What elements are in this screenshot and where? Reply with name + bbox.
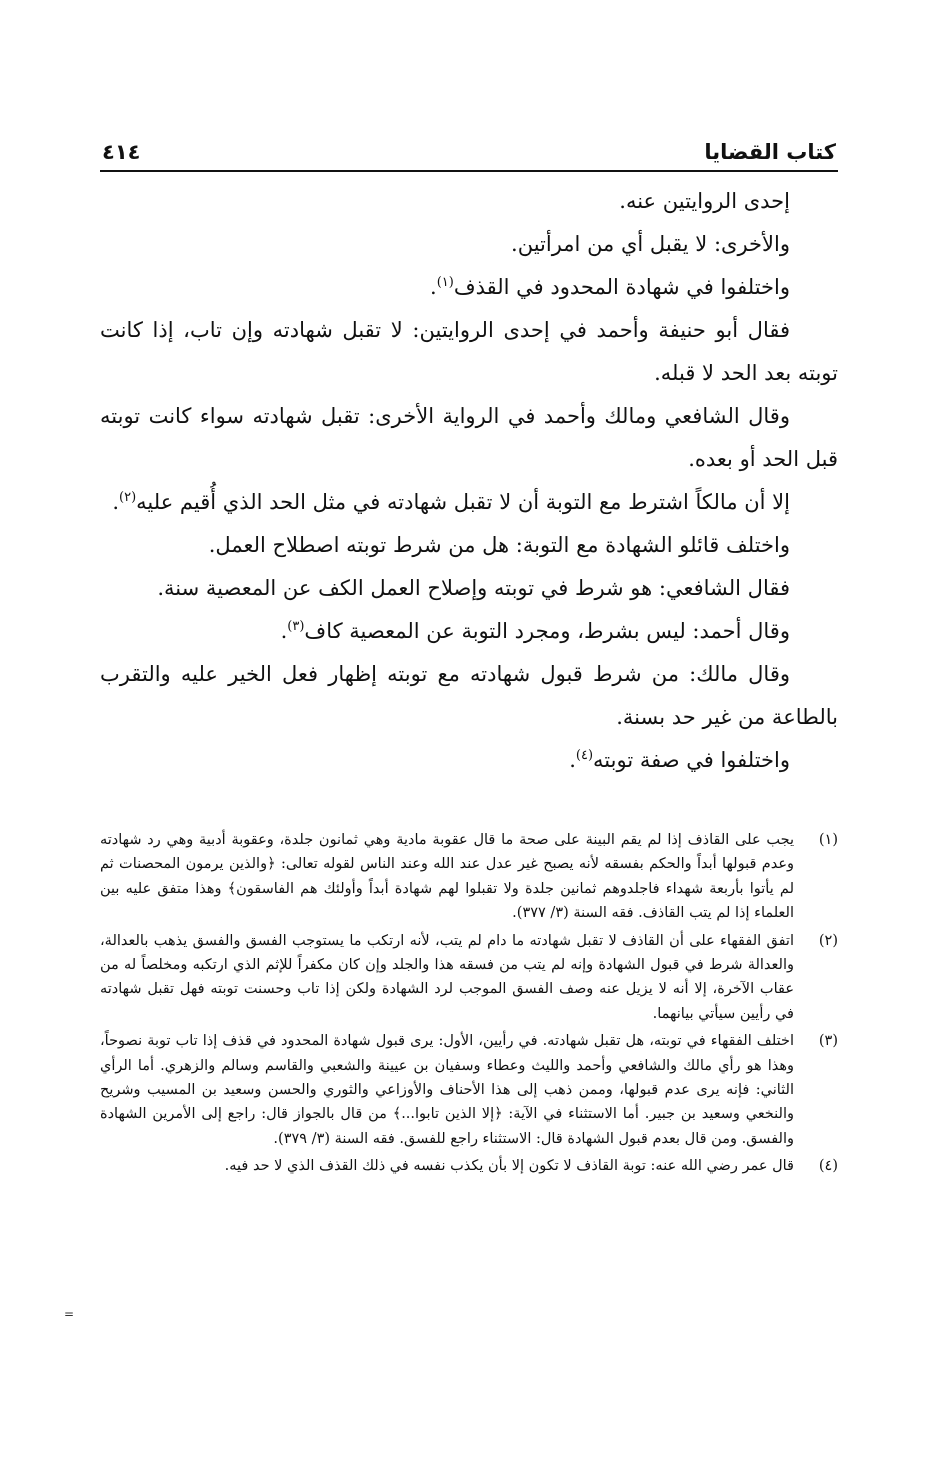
footnote [100,929,838,1027]
footnote-ref: (٢) [119,490,137,505]
footnote-number: (٣) [818,1033,838,1050]
footnote-number: (٤) [818,1158,838,1175]
paragraph-text: إلا أن مالكاً اشترط مع التوبة أن لا تقبل شهادته في مثل الحد الذي أُقيم عليه [136,490,790,514]
paragraph-tail: . [430,275,437,299]
footnote-text: اتفق الفقهاء على أن القاذف لا تقبل شهادته ما دام لم يتب، لأنه ارتكب ما يستوجب الفسق والفسق يذهب بالعدالة، والعدالة شرط في قبول الشهادة وإنه لم يتب من فسقه هذا والجلد وإن كان مكفراً للإثم الذي ارتكبه ومخلصاً له من عقاب الآخرة، إلا أنه لا يزيل عنه وصف الفسق الموجب لرد الشهادة ولكن إذا تاب وحسنت توبته فهل تقبل شهادته في رأيين سيأتي بيانهما. [100,932,794,1022]
paragraph-tail: . [569,748,576,772]
continuation-mark: = [64,1307,75,1321]
main-text [100,180,838,782]
footnote [100,1029,838,1151]
footnotes-section [100,828,838,1182]
paragraph [100,180,838,223]
footnote-text: يجب على القاذف إذا لم يقم البينة على صحة ما قال عقوبة مادية وهي ثمانون جلدة، وعقوبة أدبية وهي رد شهادته وعدم قبولها أبداً والحكم بفسقه لأنه يصبح غير عدل عند الله وعند الناس لقوله تعالى: ﴿والذين يرمون المحصنات ثم لم يأتوا بأربعة شهداء فاجلدوهم ثمانين جلدة ولا تقبلوا لهم شهادة أبداً وأولئك هم الفاسقون﴾ وهذا متفق عليه بين العلماء إذا لم يتب القاذف. فقه السنة (٣/ ٣٧٧). [100,832,794,922]
footnote-number: (١) [818,832,838,848]
paragraph [100,223,838,266]
paragraph-text: فقال الشافعي: هو شرط في توبته وإصلاح العمل الكف عن المعصية سنة. [157,576,790,600]
footnote-number: (٢) [818,932,838,949]
paragraph-text: والأخرى: لا يقبل أي من امرأتين. [511,232,790,256]
paragraph [100,481,838,524]
paragraph [100,567,838,610]
paragraph-tail: . [280,619,288,643]
paragraph [100,266,838,309]
paragraph [100,739,838,782]
paragraph [100,309,838,395]
paragraph-text: وقال مالك: من شرط قبول شهادته مع توبته إظهار فعل الخير عليه والتقرب بالطاعة من غير حد بسنة. [100,662,838,729]
page-number: ٤١٤ [102,140,141,164]
footnote-text: اختلف الفقهاء في توبته، هل تقبل شهادته. في رأيين، الأول: يرى قبول شهادة المحدود في قذف إذا تاب توبة نصوحاً، وهذا هو رأي مالك والشافعي وأحمد والليث وعطاء وسفيان بن عيينة والشعبي والقاسم وسالم والزهري. أما الرأي الثاني: فإنه يرى عدم قبولها، وممن ذهب إلى هذا الأحناف والأوزاعي والثوري والحسن وسعيد بن المسيب وشريح والنخعي وسعيد بن جبير. أما الاستثناء في الآية: ﴿إلا الذين تابوا...﴾ من قال بالجواز قال: راجع إلى الأمرين الشهادة والفسق. ومن قال بعدم قبول الشهادة قال: الاستثناء راجع للفسق. فقه السنة (٣/ ٣٧٩). [100,1033,794,1147]
footnote [100,828,838,926]
paragraph-tail: . [112,490,120,514]
book-page [100,120,838,782]
paragraph-text: وقال أحمد: ليس بشرط، ومجرد التوبة عن المعصية كاف [304,619,790,643]
page-header [100,120,838,172]
paragraph-text: إحدى الروايتين عنه. [619,189,790,213]
paragraph-text: فقال أبو حنيفة وأحمد في إحدى الروايتين: لا تقبل شهادته وإن تاب، إذا كانت توبته بعد الحد لا قبله. [100,318,838,385]
footnote-ref: (٣) [287,619,305,634]
paragraph [100,524,838,567]
paragraph-text: واختلفوا في شهادة المحدود في القذف [453,275,790,299]
paragraph-text: واختلفوا في صفة توبته [593,748,790,772]
footnote-ref: (١) [436,275,454,290]
paragraph [100,610,838,653]
paragraph-text: واختلف قائلو الشهادة مع التوبة: هل من شرط توبته اصطلاح العمل. [208,533,790,557]
paragraph [100,653,838,739]
paragraph [100,395,838,481]
paragraph-text: وقال الشافعي ومالك وأحمد في الرواية الأخرى: تقبل شهادته سواء كانت توبته قبل الحد أو بعده. [100,404,838,471]
footnote-ref: (٤) [575,748,594,763]
book-title: كتاب القضايا [704,140,836,164]
footnote [100,1154,838,1178]
footnote-text: قال عمر رضي الله عنه: توبة القاذف لا تكون إلا بأن يكذب نفسه في ذلك القذف الذي لا حد فيه. [224,1158,794,1175]
